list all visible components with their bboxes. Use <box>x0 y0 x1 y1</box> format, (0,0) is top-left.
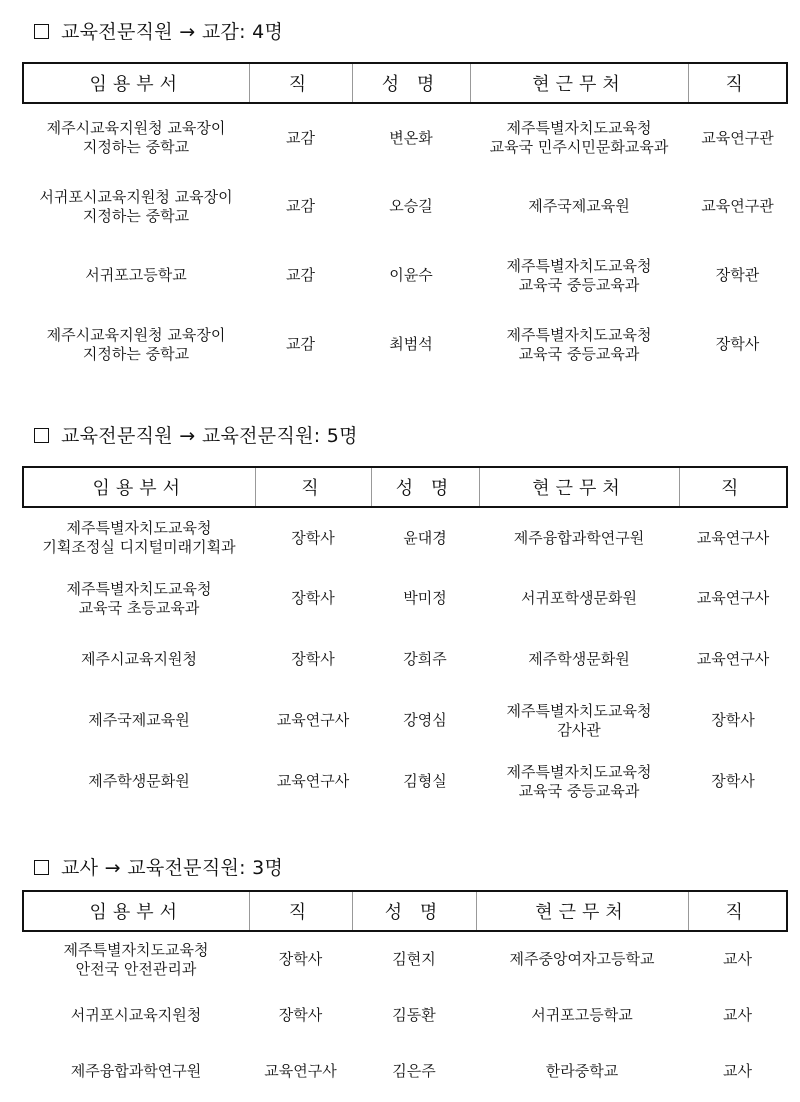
cell-name: 최범석 <box>389 335 433 353</box>
header-current-position: 직 <box>688 891 787 931</box>
cell-position: 장학사 <box>291 528 335 547</box>
table-row <box>23 507 787 568</box>
cell-dept <box>23 751 255 812</box>
cell-current-position: 교육연구사 <box>696 528 770 547</box>
cell-current-position: 장학사 <box>715 335 760 353</box>
section-title: 교사 → 교육전문직원: 3명 <box>34 856 283 880</box>
header-current-position: 직 <box>679 467 787 507</box>
cell-line: 제주특별자치도교육청 <box>66 519 212 537</box>
cell-current-workplace <box>470 172 688 241</box>
cell-dept <box>23 987 249 1043</box>
table-row <box>23 172 787 241</box>
cell-line: 제주특별자치도교육청 <box>506 119 652 137</box>
cell-current-position: 장학관 <box>715 266 760 284</box>
cell-line: 서귀포고등학교 <box>531 1005 633 1024</box>
cell-current-position: 장학사 <box>711 772 755 790</box>
appointment-table <box>22 890 788 1099</box>
header-name: 성 명 <box>352 891 476 931</box>
cell-current-position: 교육연구관 <box>701 197 774 215</box>
cell-position: 교감 <box>286 128 315 147</box>
appointment-table <box>22 62 788 379</box>
cell-current-workplace <box>476 987 688 1043</box>
cell-line: 제주중앙여자고등학교 <box>509 950 655 968</box>
cell-line: 제주특별자치도교육청 <box>506 325 652 344</box>
cell-line: 기획조정실 디지털미래기획과 <box>42 538 236 556</box>
cell-dept <box>23 1043 249 1099</box>
cell-line: 제주시교육지원청 교육장이 <box>46 119 226 137</box>
cell-line: 제주특별자치도교육청 <box>66 579 212 598</box>
header-current-workplace: 현근무처 <box>470 63 688 103</box>
cell-name: 김동환 <box>392 1005 436 1024</box>
header-dept: 임용부서 <box>23 891 249 931</box>
cell-line: 제주시교육지원청 교육장이 <box>46 325 226 344</box>
cell-name: 이윤수 <box>389 266 433 284</box>
checkbox-square-icon <box>34 24 49 39</box>
cell-current-position: 장학사 <box>711 711 755 729</box>
cell-position: 장학사 <box>291 589 335 607</box>
cell-dept <box>23 629 255 690</box>
cell-current-position: 교사 <box>723 1005 752 1024</box>
header-row <box>23 63 787 103</box>
cell-dept <box>23 241 249 310</box>
table-row <box>23 751 787 812</box>
cell-line: 제주특별자치도교육청 <box>506 256 652 275</box>
table-row <box>23 690 787 751</box>
cell-line: 제주특별자치도교육청 <box>506 762 652 781</box>
table-row <box>23 568 787 629</box>
cell-name: 김현지 <box>392 950 436 968</box>
cell-current-workplace <box>479 568 679 629</box>
header-name: 성 명 <box>352 63 470 103</box>
cell-current-workplace <box>479 629 679 690</box>
cell-line: 제주융합과학연구원 <box>70 1061 202 1080</box>
cell-name: 변온화 <box>389 128 433 147</box>
header-position: 직 <box>255 467 371 507</box>
cell-line: 제주특별자치도교육청 <box>506 701 652 720</box>
cell-current-position: 교육연구사 <box>696 650 770 668</box>
table-row <box>23 629 787 690</box>
cell-dept <box>23 103 249 172</box>
cell-position: 장학사 <box>291 650 335 668</box>
header-dept: 임용부서 <box>23 467 255 507</box>
cell-dept <box>23 931 249 987</box>
cell-name: 김은주 <box>392 1061 436 1080</box>
cell-position: 교감 <box>286 335 315 353</box>
cell-current-workplace <box>479 690 679 751</box>
table-row <box>23 103 787 172</box>
cell-line: 감사관 <box>557 720 601 739</box>
cell-current-workplace <box>479 507 679 568</box>
cell-line: 지정하는 중학교 <box>82 138 190 156</box>
header-position: 직 <box>249 63 352 103</box>
cell-name: 윤대경 <box>403 528 447 547</box>
header-current-workplace: 현근무처 <box>479 467 679 507</box>
cell-current-position: 교사 <box>723 950 752 968</box>
cell-dept <box>23 507 255 568</box>
header-name: 성 명 <box>371 467 479 507</box>
cell-name: 오승길 <box>389 197 433 215</box>
cell-position: 교감 <box>286 197 315 215</box>
cell-name: 강희주 <box>403 650 447 668</box>
table-row <box>23 1043 787 1099</box>
cell-line: 제주국제교육원 <box>528 197 630 215</box>
cell-current-workplace <box>476 931 688 987</box>
cell-current-workplace <box>470 310 688 379</box>
cell-line: 안전국 안전관리과 <box>75 959 197 978</box>
cell-line: 제주학생문화원 <box>528 650 630 668</box>
cell-line: 서귀포시교육지원청 교육장이 <box>39 187 233 206</box>
table-row <box>23 987 787 1043</box>
section-title: 교육전문직원 → 교감: 4명 <box>34 20 283 44</box>
cell-line: 제주특별자치도교육청 <box>63 940 209 959</box>
header-row <box>23 467 787 507</box>
table-row <box>23 241 787 310</box>
table-row <box>23 931 787 987</box>
appointment-table <box>22 466 788 812</box>
cell-position: 교육연구사 <box>276 772 350 790</box>
cell-line: 제주시교육지원청 <box>81 650 197 668</box>
cell-line: 지정하는 중학교 <box>82 344 190 363</box>
cell-line: 교육국 중등교육과 <box>518 781 640 800</box>
cell-line: 제주국제교육원 <box>88 711 190 729</box>
cell-line: 교육국 민주시민문화교육과 <box>489 138 669 156</box>
cell-position: 교감 <box>286 266 315 284</box>
cell-current-position: 교육연구사 <box>696 589 770 607</box>
header-dept: 임용부서 <box>23 63 249 103</box>
cell-current-position: 교육연구관 <box>701 128 774 147</box>
header-row <box>23 891 787 931</box>
cell-dept <box>23 568 255 629</box>
cell-position: 장학사 <box>278 1005 323 1024</box>
cell-position: 장학사 <box>278 950 323 968</box>
cell-line: 교육국 중등교육과 <box>518 344 640 363</box>
section-title: 교육전문직원 → 교육전문직원: 5명 <box>34 424 358 448</box>
checkbox-square-icon <box>34 860 49 875</box>
cell-line: 서귀포고등학교 <box>85 266 187 284</box>
cell-dept <box>23 310 249 379</box>
cell-position: 교육연구사 <box>264 1061 337 1080</box>
table-row <box>23 310 787 379</box>
cell-current-workplace <box>476 1043 688 1099</box>
cell-name: 김형실 <box>403 772 447 790</box>
cell-dept <box>23 172 249 241</box>
cell-line: 제주학생문화원 <box>88 772 190 790</box>
cell-name: 강영심 <box>403 711 447 729</box>
cell-line: 한라중학교 <box>545 1061 619 1080</box>
cell-current-workplace <box>470 241 688 310</box>
header-position: 직 <box>249 891 352 931</box>
cell-line: 교육국 초등교육과 <box>78 598 200 617</box>
cell-line: 교육국 중등교육과 <box>518 275 640 294</box>
cell-line: 제주융합과학연구원 <box>513 528 645 547</box>
cell-current-workplace <box>479 751 679 812</box>
cell-line: 지정하는 중학교 <box>82 206 190 225</box>
cell-current-workplace <box>470 103 688 172</box>
cell-name: 박미정 <box>403 589 447 607</box>
cell-line: 서귀포시교육지원청 <box>70 1005 202 1024</box>
cell-line: 서귀포학생문화원 <box>521 589 637 607</box>
header-current-workplace: 현근무처 <box>476 891 688 931</box>
cell-current-position: 교사 <box>723 1061 752 1080</box>
header-current-position: 직 <box>688 63 787 103</box>
checkbox-square-icon <box>34 428 49 443</box>
cell-position: 교육연구사 <box>276 711 350 729</box>
cell-dept <box>23 690 255 751</box>
